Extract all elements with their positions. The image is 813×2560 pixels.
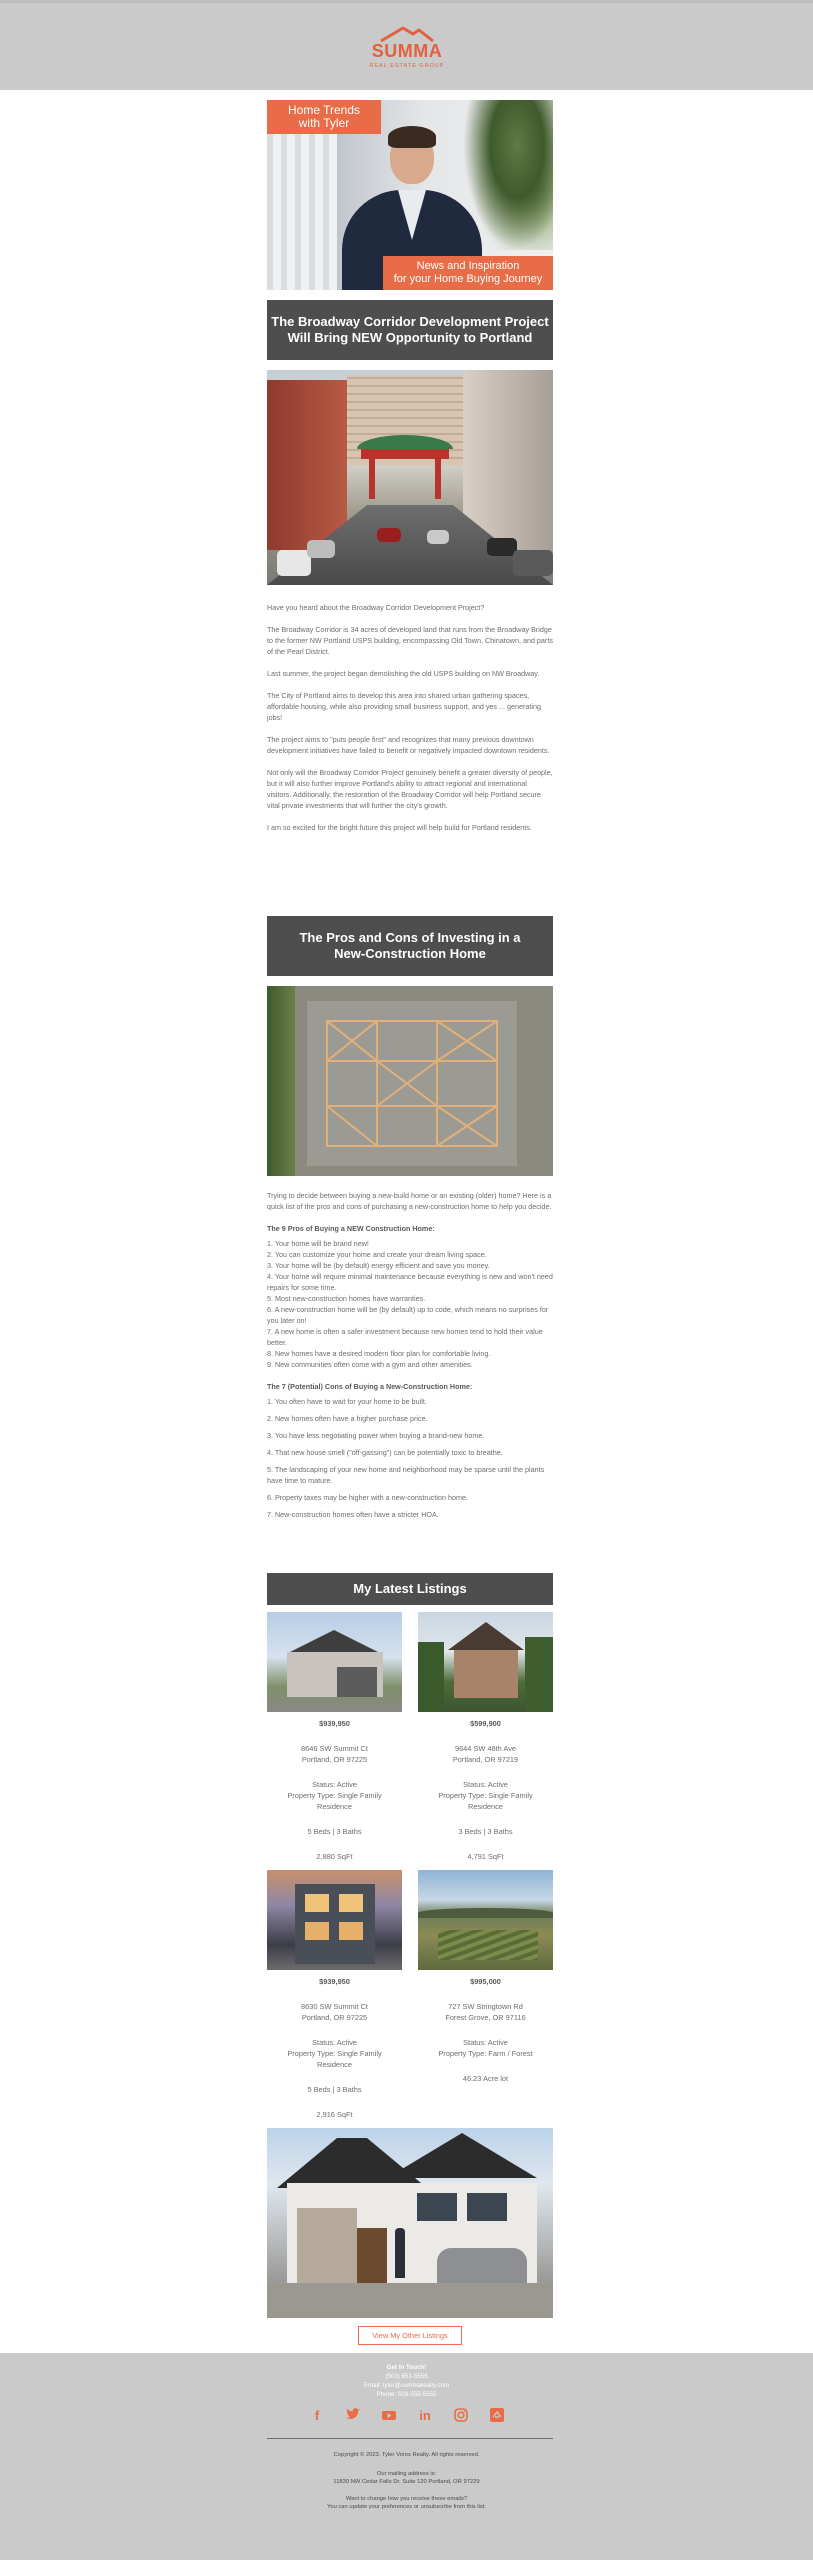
logo-brand: SUMMA <box>371 41 443 61</box>
logo-tagline: REAL ESTATE GROUP <box>369 63 445 69</box>
listing-status: Status: Active <box>463 2038 508 2047</box>
email-body <box>0 90 813 2353</box>
listings-heading: My Latest Listings <box>267 1573 553 1605</box>
cons-list <box>267 1396 553 1520</box>
article-paragraph: The Broadway Corridor is 34 acres of developed land that runs from the Broadway Bridge to the former NW Portland USPS building, encompassing Old Town, Chinatown, and parts of the Pearl District. <box>267 625 553 656</box>
summa-logo[interactable] <box>364 25 450 75</box>
list-item: 5. Most new-construction homes have warranties. <box>267 1294 426 1303</box>
footer-divider <box>267 2438 553 2439</box>
list-item: 7. A new home is often a safer investment because new homes tend to hold their value better. <box>267 1327 543 1347</box>
listing-card[interactable] <box>418 1870 553 2084</box>
article-paragraph: Not only will the Broadway Corridor Project genuinely benefit a greater diversity of people, but it will also further improve Portland's ability to attract regional and international visitors. Additionally, the restoration of the Broadway Corridor will help Portland secure vital private investments that will further the city's growth. <box>267 768 553 810</box>
article-2-body <box>267 1190 553 1520</box>
facebook-icon[interactable]: f <box>314 2408 320 2423</box>
contact-block <box>0 2363 813 2399</box>
listing-address: 727 SW Stringtown Rd <box>448 2002 523 2011</box>
list-item: 4. That new house smell ("off-gassing") can be potentially toxic to breathe. <box>267 1448 503 1457</box>
article-paragraph: The City of Portland aims to develop this area into shared urban gathering spaces, affordable housing, while also providing small business support, and yes ... generating jobs! <box>267 691 541 722</box>
list-item: 6. A new-construction home will be (by default) up to code, which means no surprises for you later on! <box>267 1305 549 1325</box>
contact-phone-2[interactable]: Phone: 503-555-5555 <box>376 2391 437 2398</box>
list-item: 5. The landscaping of your new home and neighborhood may be sparse until the plants have time to mature. <box>267 1465 545 1485</box>
listing-beds: 3 Beds | 3 Baths <box>458 1827 513 1836</box>
listing-card[interactable] <box>418 1612 553 1862</box>
instagram-icon[interactable] <box>453 2408 469 2424</box>
listing-type-cont: Residence <box>468 1802 503 1811</box>
article-paragraph: The project aims to "puts people first" and recognizes that many previous downtown development initiatives have failed to benefit or negatively impacted downtown residents. <box>267 735 550 755</box>
article-intro: Trying to decide between buying a new-build home or an existing (older) home? Here is a quick list of the pros and cons of purchasing a new-construction home to help you decide. <box>267 1191 552 1211</box>
pros-heading: The 9 Pros of Buying a NEW Construction Home: <box>267 1224 435 1233</box>
hero-subtitle: News and Inspiration for your Home Buying Journey <box>383 256 553 290</box>
featured-home-photo <box>267 2128 553 2318</box>
listing-type: Property Type: Single Family <box>287 1791 382 1800</box>
list-item: 4. Your home will require minimal maintenance because everything is new and won't need repairs for some time. <box>267 1272 553 1292</box>
copyright: Copyright © 2023. Tyler Voros Realty. All rights reserved. <box>333 2452 480 2458</box>
listing-price: $599,900 <box>470 1719 501 1728</box>
mailing-label: Our mailing address is: <box>376 2471 437 2477</box>
listing-city: Portland, OR 97225 <box>301 1755 368 1764</box>
listing-photo[interactable] <box>267 1612 402 1712</box>
list-item: 3. You have less negotiating power when buying a brand-new home. <box>267 1431 485 1440</box>
listing-address: 9644 SW 48th Ave <box>454 1744 517 1753</box>
list-item: 6. Property taxes may be higher with a new-construction home. <box>267 1493 468 1502</box>
article-paragraph: I am so excited for the bright future this project will help build for Portland residents. <box>267 823 532 832</box>
hero-image <box>267 100 553 290</box>
article-1-body <box>267 602 553 844</box>
construction-aerial-photo <box>267 986 553 1176</box>
cons-heading: The 7 (Potential) Cons of Buying a New-Construction Home: <box>267 1382 473 1391</box>
listing-type: Property Type: Farm / Forest <box>438 2049 533 2058</box>
list-item: 8. New homes have a desired modern floor plan for comfortable living. <box>267 1349 491 1358</box>
preferences-text: Want to change how you receive these emails? <box>345 2496 468 2502</box>
article-paragraph: Last summer, the project began demolishing the old USPS building on NW Broadway. <box>267 669 540 678</box>
listing-address: 8630 SW Summit Ct <box>301 2002 368 2011</box>
listing-type: Property Type: Single Family <box>287 2049 382 2058</box>
listing-photo[interactable] <box>418 1870 553 1970</box>
listing-price: $939,950 <box>319 1719 350 1728</box>
listing-card[interactable] <box>267 1612 402 1862</box>
listing-size: 4,791 SqFt <box>467 1852 504 1861</box>
social-links <box>309 2408 509 2428</box>
listing-size: 2,880 SqFt <box>316 1852 353 1861</box>
listing-city: Forest Grove, OR 97116 <box>445 2013 526 2022</box>
youtube-icon[interactable] <box>381 2408 397 2424</box>
broadway-street-photo <box>267 370 553 585</box>
mailing-address: 11830 NW Cedar Falls Dr. Suite 120 Portland, OR 97229 <box>333 2479 480 2485</box>
listing-type-cont: Residence <box>317 2060 352 2069</box>
article-2-title: The Pros and Cons of Investing in a New-Construction Home <box>267 916 553 976</box>
listing-status: Status: Active <box>463 1780 508 1789</box>
hero-title: Home Trends with Tyler <box>267 100 381 134</box>
unsubscribe-link[interactable]: You can update your preferences or unsubscribe from this list. <box>327 2504 486 2510</box>
linkedin-icon[interactable]: in <box>419 2408 431 2423</box>
article-paragraph: Have you heard about the Broadway Corridor Development Project? <box>267 603 485 612</box>
email-footer <box>0 2353 813 2560</box>
contact-email[interactable]: Email: tyler@summarealty.com <box>363 2382 450 2389</box>
listing-address: 8646 SW Summit Ct <box>301 1744 368 1753</box>
list-item: 2. You can customize your home and create your dream living space. <box>267 1250 487 1259</box>
contact-phone[interactable]: (503) 851-5555 <box>385 2373 428 2380</box>
listing-beds: 5 Beds | 3 Baths <box>307 2085 362 2094</box>
listing-city: Portland, OR 97219 <box>452 1755 519 1764</box>
list-item: 1. You often have to wait for your home to be built. <box>267 1397 427 1406</box>
list-item: 9. New communities often come with a gym and other amenities. <box>267 1360 473 1369</box>
listing-size: 2,916 SqFt <box>316 2110 353 2119</box>
view-listings-button[interactable]: View My Other Listings <box>358 2326 462 2345</box>
listing-photo[interactable] <box>418 1612 553 1712</box>
listing-status: Status: Active <box>312 2038 357 2047</box>
listing-photo[interactable] <box>267 1870 402 1970</box>
contact-heading: Get In Touch! <box>386 2364 427 2371</box>
listing-type-cont: Residence <box>317 1802 352 1811</box>
list-item: 1. Your home will be brand new! <box>267 1239 369 1248</box>
list-item: 7. New-construction homes often have a stricter HOA. <box>267 1510 439 1519</box>
listing-status: Status: Active <box>312 1780 357 1789</box>
list-item: 3. Your home will be (by default) energy efficient and save you money. <box>267 1261 490 1270</box>
article-1-title: The Broadway Corridor Development Project Will Bring NEW Opportunity to Portland <box>267 300 553 360</box>
listing-price: $939,950 <box>319 1977 350 1986</box>
pros-list <box>267 1238 553 1370</box>
list-item: 2. New homes often have a higher purchase price. <box>267 1414 428 1423</box>
listing-type: Property Type: Single Family <box>438 1791 533 1800</box>
listing-card[interactable] <box>267 1870 402 2120</box>
listing-beds: 5 Beds | 3 Baths <box>307 1827 362 1836</box>
email-header <box>0 0 813 90</box>
listing-size: 46.23 Acre lot <box>462 2074 509 2083</box>
twitter-icon[interactable] <box>345 2408 361 2424</box>
listing-price: $995,000 <box>470 1977 501 1986</box>
zillow-icon[interactable] <box>489 2408 505 2424</box>
listing-city: Portland, OR 97225 <box>301 2013 368 2022</box>
